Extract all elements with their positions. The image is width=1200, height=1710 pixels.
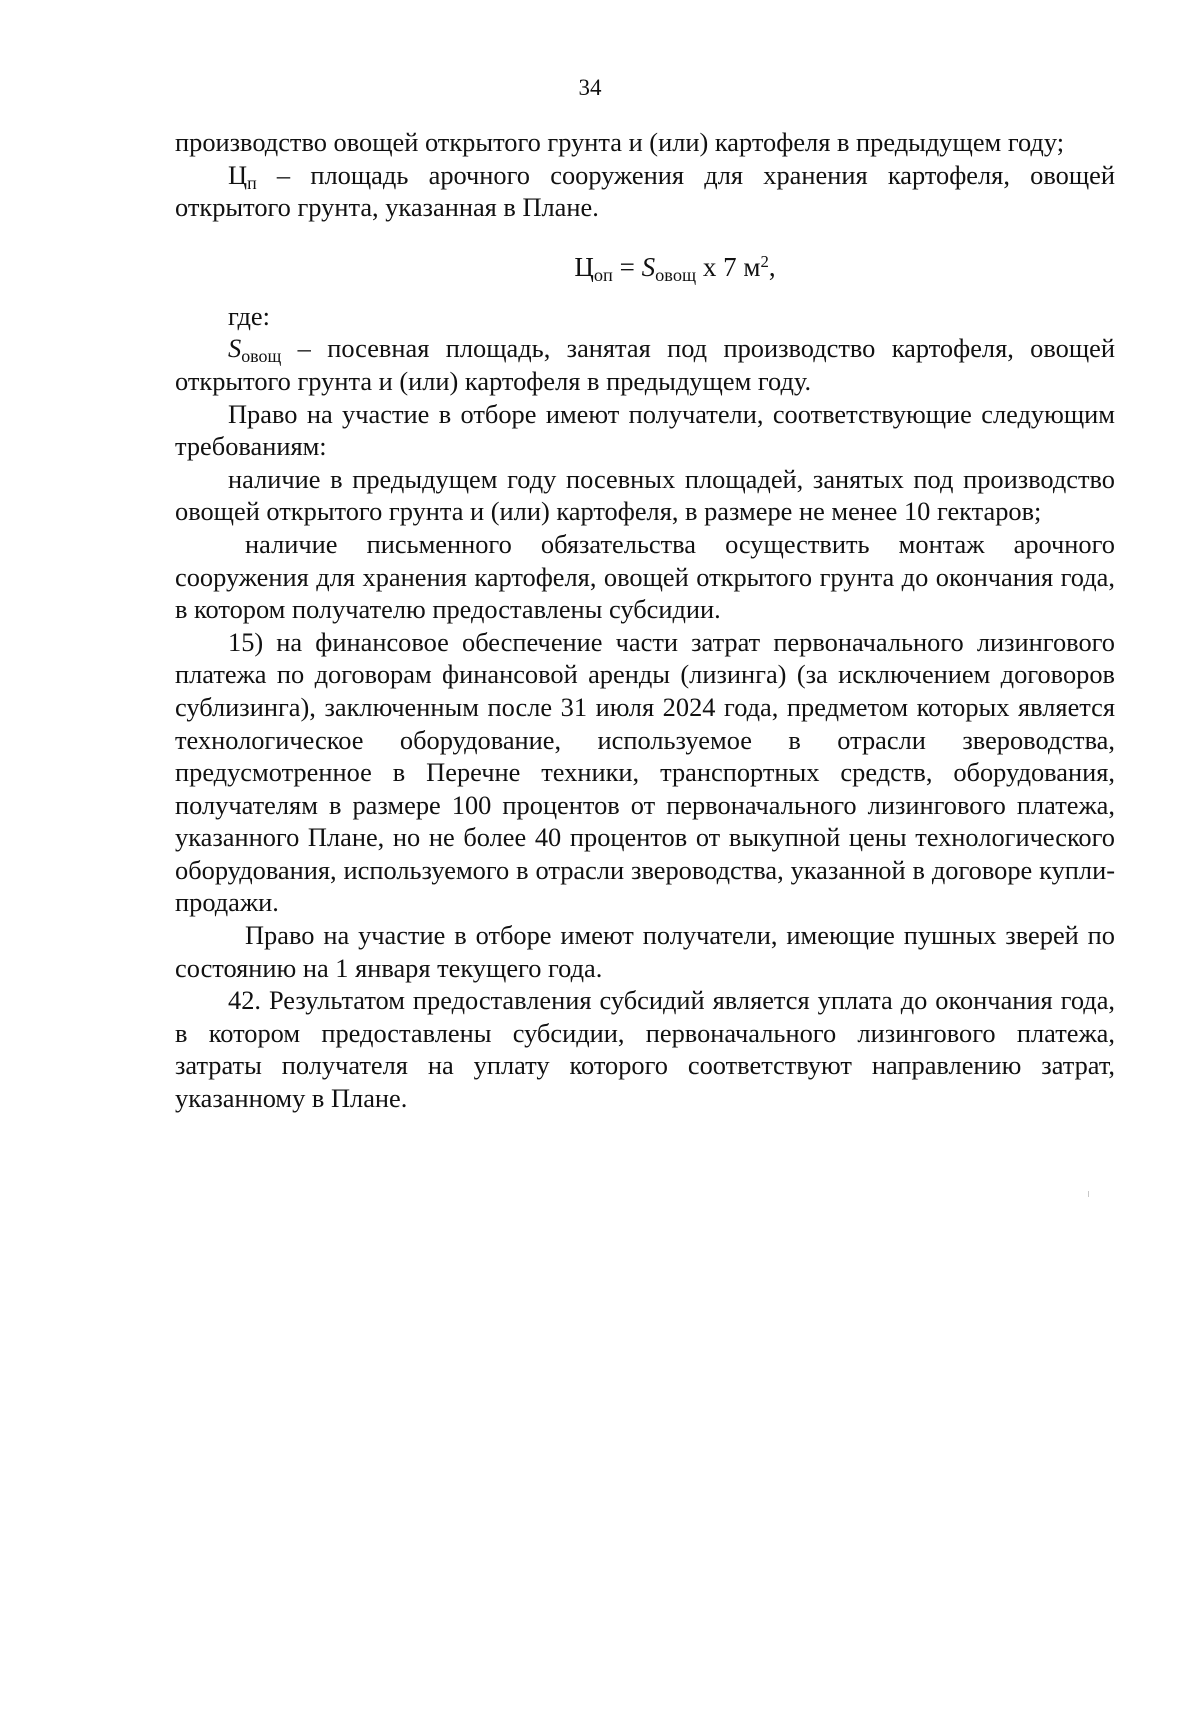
formula-s-subscript: овощ (655, 264, 697, 285)
definition-s-text: – посевная площадь, занятая под производство картофеля, овощей открытого грунта и (или) картофеля в предыдущем году. (175, 333, 1115, 396)
spacer (175, 224, 1115, 234)
paragraph-continuation: производство овощей открытого грунта и (или) картофеля в предыдущем году; (175, 127, 1065, 157)
paragraph-item-15: 15) на финансовое обеспечение части затрат первоначального лизингового платежа по договорам финансовой аренды (лизинга) (за исключением договоров сублизинга), заключенным после 31 июля 2024 года, предметом которых является технологическое оборудование, используемое в отрасли звероводства, предусмотренное в Перечне техники, транспортных средств, оборудования, получателям в размере 100 процентов от первоначального лизингового платежа, указанного Плане, но не более 40 процентов от выкупной цены технологического оборудования, используемого в отрасли звероводства, указанной в договоре купли-продажи. (175, 626, 1115, 918)
formula-superscript: 2 (760, 251, 769, 271)
formula (175, 234, 1115, 300)
definition-cp-text: – площадь арочного сооружения для хранения картофеля, овощей открытого грунта, указанная в Плане. (175, 159, 1115, 223)
where-label: где: (228, 300, 270, 331)
page-number: 34 (578, 75, 602, 100)
formula-tail: , (768, 251, 776, 282)
symbol-c: Ц (228, 159, 248, 190)
symbol-s: S (228, 333, 242, 364)
paragraph-requirement-1: наличие в предыдущем году посевных площадей, занятых под производство овощей открытого грунта и (или) картофеля, в размере не менее 10 гектаров; (175, 463, 1115, 527)
scan-artifact (1088, 1191, 1089, 1197)
paragraph-item-42: 42. Результатом предоставления субсидий является уплата до окончания года, в котором предоставлены субсидии, первоначального лизингового платежа, затраты получателя на уплату которого соответствуют направлению затрат, указанному в Плане. (175, 985, 1115, 1114)
paragraph-right-to-participate-2: Право на участие в отборе имеют получатели, имеющие пушных зверей по состоянию на 1 января текущего года. (175, 920, 1115, 983)
definition-cp (175, 159, 1115, 224)
paragraph-right-to-participate: Право на участие в отборе имеют получатели, соответствующие следующим требованиям: (175, 398, 1115, 462)
symbol-c-subscript: п (247, 172, 257, 193)
formula-lhs: Ц (574, 251, 594, 282)
formula-equals: = (612, 251, 642, 282)
symbol-s-subscript: овощ (241, 346, 282, 367)
formula-rest: x 7 м (696, 251, 761, 282)
formula-s: S (641, 251, 656, 282)
paragraph-requirement-2: наличие письменного обязательства осуществить монтаж арочного сооружения для хранения картофеля, овощей открытого грунта до окончания года, в котором получателю предоставлены субсидии. (175, 528, 1115, 625)
definition-s (175, 332, 1115, 397)
formula-lhs-subscript: оп (593, 264, 613, 285)
document-body (175, 126, 1115, 1115)
